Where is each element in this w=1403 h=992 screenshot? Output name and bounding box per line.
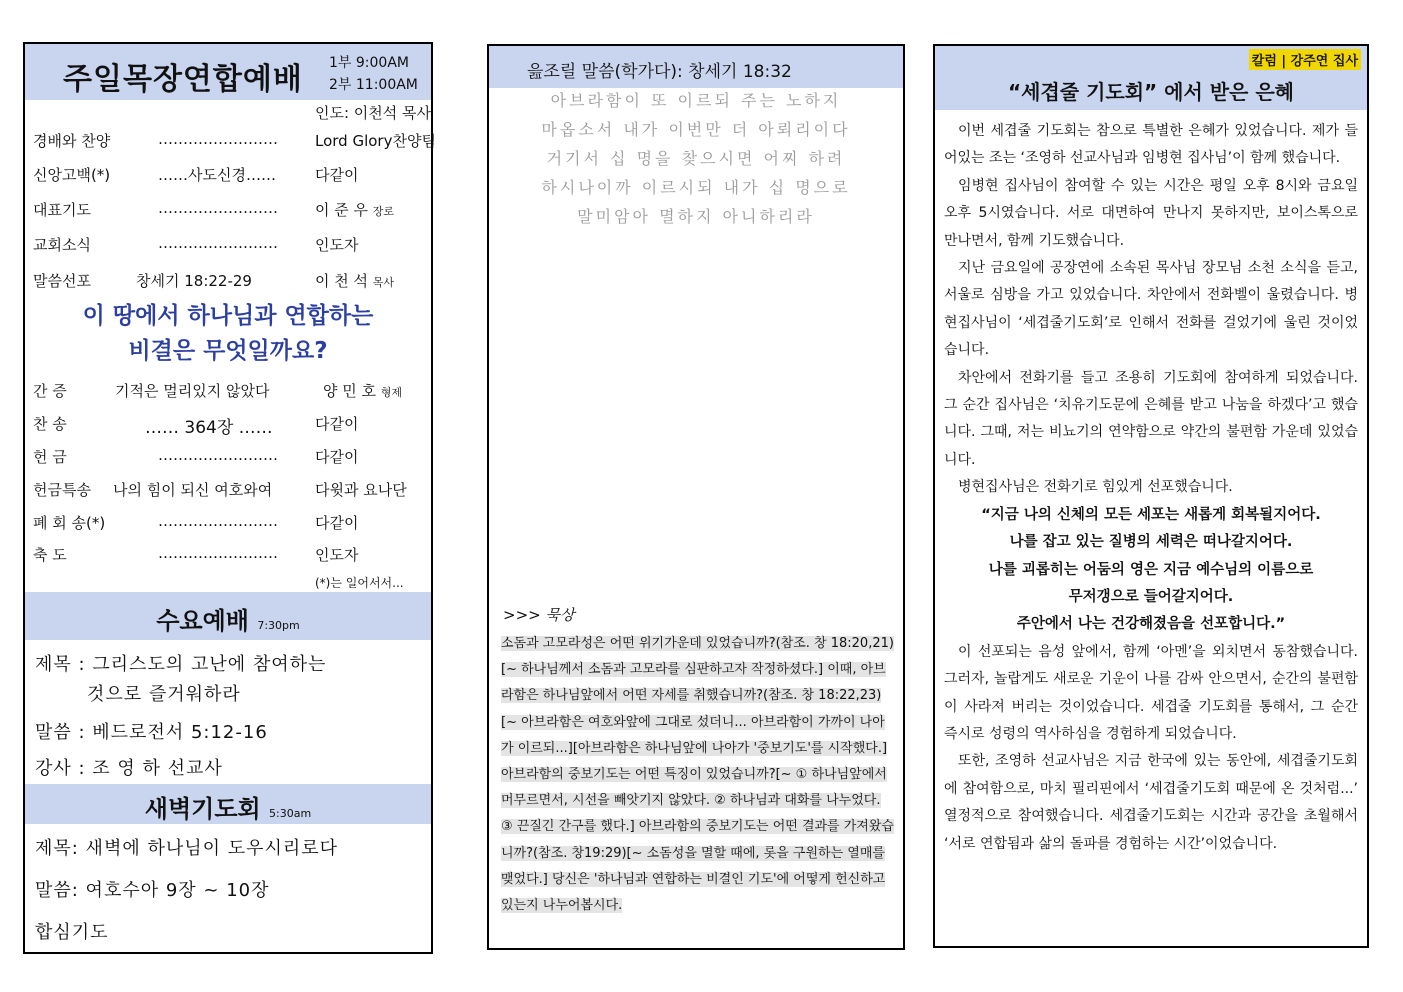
verse-line: 하시나이까 이르시되 내가 십 명으로: [541, 178, 851, 197]
paragraph: 지난 금요일에 공장연에 소속된 목사님 장모님 소천 소식을 듣고, 서울로 심방을 가고 있었습니다. 차안에서 전화벨이 울렸습니다. 병현집사님이 ‘세겹줄기도회’로 인해서 전화를 걸었기에 울린 것이었습니다.: [944, 260, 1358, 359]
paragraph: 차안에서 전화기를 들고 조용히 기도회에 참여하게 되었습니다. 그 순간 집사님은 ‘치유기도문에 은혜를 받고 나눔을 하겠다’고 했습니다. 그때, 저는 비뇨기의 연약함으로 약간의 불편함 가운데 있었습니다.: [944, 369, 1358, 468]
declaration-line: “지금 나의 신체의 모든 세포는 새롭게 회복될지어다.: [981, 506, 1321, 523]
column-panel: [933, 44, 1369, 948]
paragraph: 또한, 조영하 선교사님은 지금 한국에 있는 동안에, 세겹줄기도회에 참여함으로, 마치 필리핀에서 ‘세겹줄기도회 때문에 온 것처럼...’ 열정적으로 참여했습니다. 세겹줄기도회는 시간과 공간을 초월해서 ‘서로 연합됨과 삶의 돌파를 경험하는 시간’이었습니다.: [944, 753, 1358, 852]
declaration-line: 나를 잡고 있는 질병의 세력은 떠나갈지어다.: [1009, 534, 1293, 551]
service-leader: 인도: 이천석 목사: [315, 104, 432, 122]
meditation-panel: [487, 44, 905, 950]
order-row: 경배와 찬양 …………………… Lord Glory찬양팀: [33, 130, 436, 150]
meditation-label: >>> 묵상: [503, 606, 575, 624]
dawn-title: 새벽기도회 5:30am: [144, 795, 312, 823]
wednesday-subject-1: 제목 : 그리스도의 고난에 참여하는: [35, 654, 327, 675]
verse-line: 거기서 십 명을 찾으시면 어찌 하려: [546, 149, 846, 168]
paragraph: 병현집사님은 전화기로 힘있게 선포했습니다.: [958, 479, 1233, 496]
order-row: 헌 금 …………………… 다같이: [33, 446, 359, 466]
verse-line: 말미암아 멸하지 아니하리라: [577, 207, 815, 226]
declaration-line: 나를 괴롭히는 어둠의 영은 지금 예수님의 이름으로: [988, 561, 1314, 578]
service-time-1: 1부 9:00AM: [329, 55, 409, 71]
order-row: 신앙고백(*) ……사도신경…… 다같이: [33, 166, 359, 184]
paragraph: 이 선포되는 음성 앞에서, 함께 ‘아멘’을 외치면서 동참했습니다. 그러자, 놀랍게도 새로운 기운이 나를 감싸 안으면서, 순간의 불편함이 사라져 버리는 것이었습니다. 세겹줄 기도회를 통해서, 그 순간 즉시로 성령의 역사하심을 경험하게 되었습니다.: [944, 643, 1358, 742]
stand-note: (*)는 일어서서...: [315, 576, 404, 590]
column-body: [944, 118, 1358, 858]
meditation-header: 읊조릴 말씀(학가다): 창세기 18:32: [527, 62, 792, 82]
order-row: 말씀선포 창세기 18:22-29 이 천 석 목사: [33, 272, 395, 290]
service-time-2: 2부 11:00AM: [329, 77, 418, 93]
declaration-line: 주안에서 나는 건강해졌음을 선포합니다.”: [1016, 616, 1286, 633]
wednesday-speaker: 강사 : 조 영 하 선교사: [35, 758, 223, 779]
order-row: 대표기도 …………………… 이 준 우 장로: [33, 199, 395, 219]
wednesday-subject-2: 것으로 즐거워하라: [87, 684, 241, 705]
dawn-word: 말씀: 여호수아 9장 ~ 10장: [35, 880, 270, 901]
dawn-subject: 제목: 새벽에 하나님이 도우시리로다: [35, 838, 339, 859]
paragraph: 임병현 집사님이 참여할 수 있는 시간은 평일 오후 8시와 금요일 오후 5시였습니다. 서로 대면하여 만나지 못하지만, 보이스톡으로 만나면서, 함께 기도했습니다.: [944, 177, 1358, 249]
wednesday-word: 말씀 : 베드로전서 5:12-16: [35, 722, 268, 743]
verse-line: 마옵소서 내가 이번만 더 아뢰리이다: [541, 120, 851, 139]
verse-line: 아브라함이 또 이르되 주는 노하지: [550, 91, 842, 110]
order-row: 찬 송 …… 364장 …… 다같이: [33, 415, 359, 438]
meditation-text: 소돔과 고모라성은 어떤 위기가운데 있었습니까?(참조. 창 18:20,21)[~ 하나님께서 소돔과 고모라를 심판하고자 작정하셨다.] 이때, 아브라함은 하나님앞에서 어떤 자세를 취했습니까?(참조. 창 18:22,23)[~ 아브라함은 여호와앞에 그대로 섰더니... 아브라함이 가까이 나아가 이르되...][아브라함은 하나님앞에 나아가 '중보기도'를 시작했다.] 아브라함의 중보기도는 어떤 특징이 있었습니까?[~ ① 하나님앞에서 머무르면서, 시선을 빼앗기지 않았다. ② 하나님과 대화를 나누었다. ③ 끈질긴 간구를 했다.] 아브라함의 중보기도는 어떤 결과를 가져왔습니까?(참조. 창19:29)[~ 소돔성을 멸할 때에, 롯을 구원하는 열매를 맺었다.] 당신은 '하나님과 연합하는 비결인 기도'에 어떻게 헌신하고 있는지 나누어봅시다.: [501, 636, 894, 914]
wednesday-title: 수요예배 7:30pm: [156, 607, 300, 635]
order-row: 교회소식 …………………… 인도자: [33, 234, 359, 254]
sermon-title-line-1: 이 땅에서 하나님과 연합하는: [82, 303, 374, 329]
sunday-service-panel: [23, 42, 436, 954]
order-row: 헌금특송 나의 힘이 되신 여호와여 다윗과 요나단: [33, 481, 407, 499]
column-title: “세겹줄 기도회” 에서 받은 은혜: [1008, 80, 1294, 104]
order-row: 축 도 …………………… 인도자: [33, 544, 359, 564]
sermon-title-line-2: 비결은 무엇일까요?: [128, 338, 328, 364]
service-title: 주일목장연합예배: [63, 62, 303, 97]
dawn-prayer: 합심기도: [35, 922, 109, 943]
declaration-line: 무저갱으로 들어갈지어다.: [1068, 588, 1234, 605]
order-row: 간 증 기적은 멀리있지 않았다 양 민 호 형제: [33, 382, 403, 400]
paragraph: 이번 세겹줄 기도회는 참으로 특별한 은혜가 있었습니다. 제가 들어있는 조는 ‘조영하 선교사님과 임병현 집사님’이 함께 했습니다.: [944, 123, 1358, 167]
order-row: 폐 회 송(*) …………………… 다같이: [33, 512, 359, 532]
column-author-tag: 칼럼 | 강주연 집사: [1249, 49, 1361, 70]
